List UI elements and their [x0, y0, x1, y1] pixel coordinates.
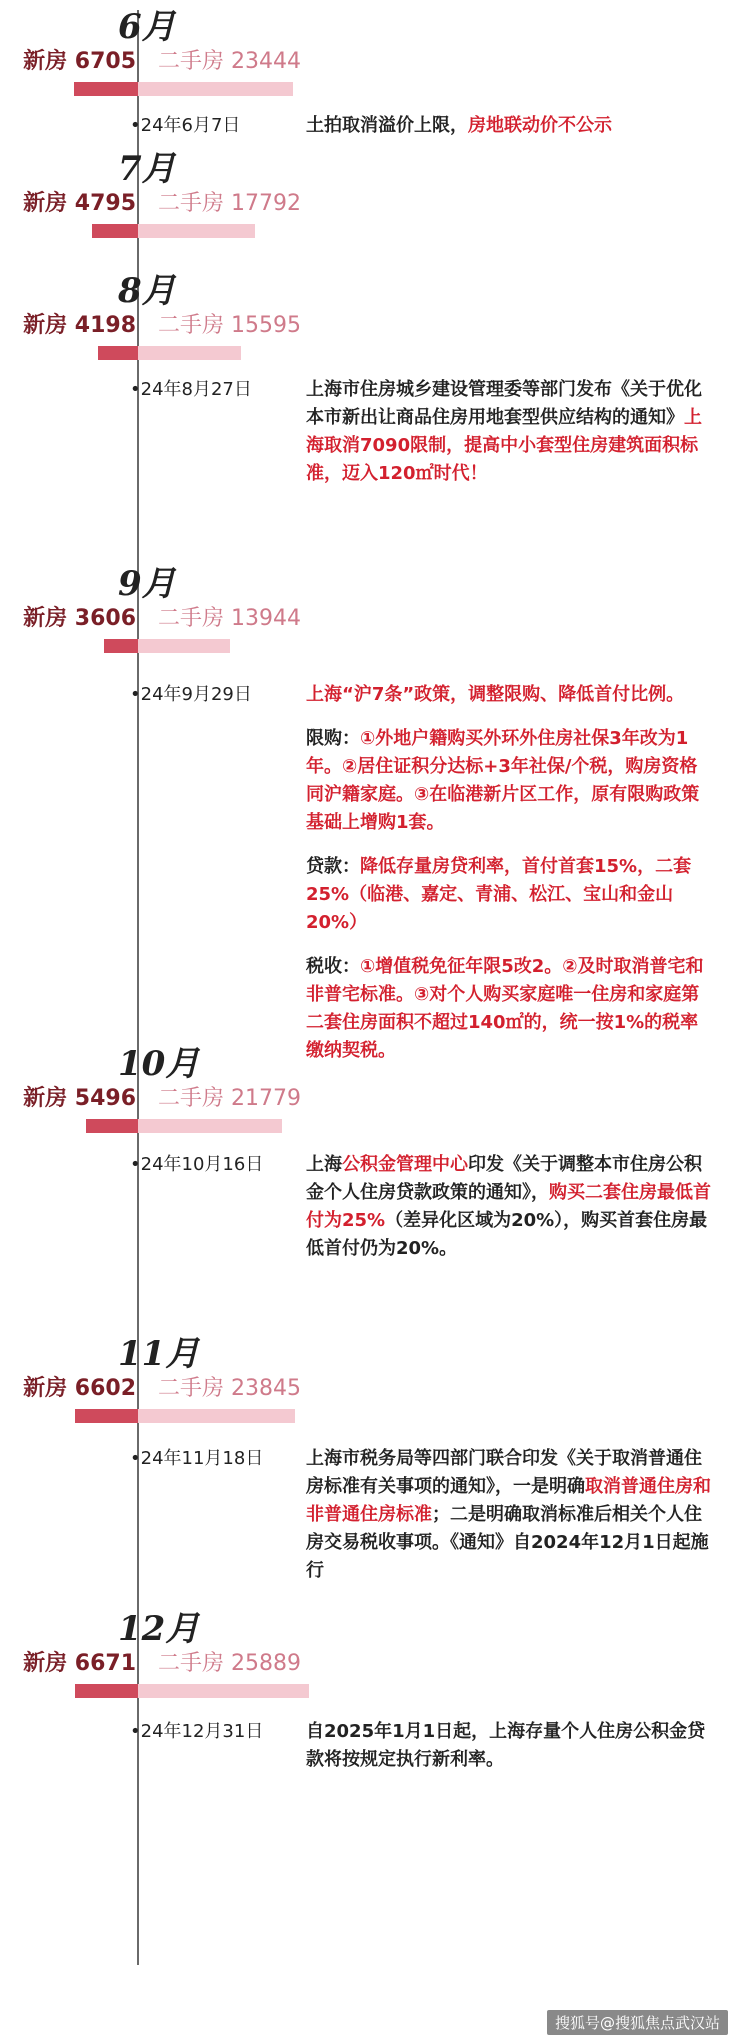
second-hand-label: 二手房 23845 — [158, 1376, 301, 1401]
month-heading: 9月 — [118, 564, 176, 604]
event-paragraph — [306, 1718, 714, 1774]
second-hand-label: 二手房 21779 — [158, 1086, 301, 1111]
body-text: 贷款： — [306, 856, 360, 877]
event-paragraph — [306, 1151, 714, 1263]
event-description — [306, 1151, 714, 1263]
event-description — [306, 376, 714, 488]
second-hand-bar — [138, 1684, 309, 1698]
event-paragraph — [306, 853, 714, 937]
event-description — [306, 1718, 714, 1774]
event-paragraph — [306, 112, 714, 140]
new-home-label: 新房 5496 — [23, 1086, 136, 1111]
body-text: 印发《关于调整本市住房公积金个人住房贷款政策的通知》， — [306, 1154, 702, 1203]
event-paragraph — [306, 725, 714, 837]
event-date: •24年10月16日 — [130, 1154, 264, 1175]
month-heading: 6月 — [118, 7, 176, 47]
new-home-bar — [92, 224, 138, 238]
new-home-bar — [104, 639, 138, 653]
highlight-text: 公积金管理中心 — [342, 1154, 468, 1175]
body-text: 自2025年1月1日起，上海存量个人住房公积金贷款将按规定执行新利率。 — [306, 1721, 706, 1770]
second-hand-bar — [138, 1119, 282, 1133]
event-paragraph — [306, 376, 714, 488]
new-home-label: 新房 4198 — [23, 313, 136, 338]
event-date: •24年8月27日 — [130, 379, 252, 400]
new-home-label: 新房 6602 — [23, 1376, 136, 1401]
event-date: •24年11月18日 — [130, 1448, 264, 1469]
month-heading: 11月 — [118, 1334, 200, 1374]
event-date: •24年6月7日 — [130, 115, 241, 136]
new-home-label: 新房 4795 — [23, 191, 136, 216]
new-home-bar — [75, 1684, 138, 1698]
event-description — [306, 1445, 714, 1585]
new-home-bar — [98, 346, 138, 360]
new-home-bar — [86, 1119, 138, 1133]
highlight-text: ①增值税免征年限5改2。②及时取消普宅和非普宅标准。③对个人购买家庭唯一住房和家庭第二套住房面积不超过140㎡的，统一按1%的税率缴纳契税。 — [306, 956, 704, 1061]
month-heading: 10月 — [118, 1044, 200, 1084]
body-text: 上海市住房城乡建设管理委等部门发布《关于优化本市新出让商品住房用地套型供应结构的通知》 — [306, 379, 702, 428]
new-home-label: 新房 6705 — [23, 49, 136, 74]
second-hand-label: 二手房 25889 — [158, 1651, 301, 1676]
second-hand-label: 二手房 23444 — [158, 49, 301, 74]
highlight-text: 购买二套住房最低首付为25% — [306, 1182, 711, 1231]
body-text: 土拍取消溢价上限， — [306, 115, 468, 136]
second-hand-bar — [138, 639, 230, 653]
event-date: •24年9月29日 — [130, 684, 252, 705]
month-heading: 8月 — [118, 271, 176, 311]
body-text: 上海 — [306, 1154, 342, 1175]
month-heading: 12月 — [118, 1609, 200, 1649]
highlight-text: 取消普通住房和非普通住房标准 — [306, 1476, 711, 1525]
body-text: （差异化区域为20%），购买首套住房最低首付仍为20%。 — [306, 1210, 708, 1259]
new-home-label: 新房 3606 — [23, 606, 136, 631]
month-heading: 7月 — [118, 149, 176, 189]
event-date: •24年12月31日 — [130, 1721, 264, 1742]
body-text: 税收： — [306, 956, 360, 977]
second-hand-label: 二手房 15595 — [158, 313, 301, 338]
body-text: 上海市税务局等四部门联合印发《关于取消普通住房标准有关事项的通知》，一是明确 — [306, 1448, 702, 1497]
new-home-label: 新房 6671 — [23, 1651, 136, 1676]
highlight-text: ①外地户籍购买外环外住房社保3年改为1年。②居住证积分达标+3年社保/个税，购房资格同沪籍家庭。③在临港新片区工作，原有限购政策基础上增购1套。 — [306, 728, 700, 833]
highlight-text: 降低存量房贷利率，首付首套15%，二套25%（临港、嘉定、青浦、松江、宝山和金山20%） — [306, 856, 692, 933]
event-paragraph — [306, 1445, 714, 1585]
new-home-bar — [75, 1409, 138, 1423]
event-paragraph — [306, 953, 714, 1065]
second-hand-label: 二手房 13944 — [158, 606, 301, 631]
second-hand-bar — [138, 224, 255, 238]
second-hand-bar — [138, 346, 241, 360]
highlight-text: 房地联动价不公示 — [468, 115, 612, 136]
event-description — [306, 112, 714, 140]
new-home-bar — [74, 82, 138, 96]
second-hand-label: 二手房 17792 — [158, 191, 301, 216]
body-text: 限购： — [306, 728, 360, 749]
watermark: 搜狐号@搜狐焦点武汉站 — [547, 2010, 728, 2035]
second-hand-bar — [138, 1409, 295, 1423]
event-description — [306, 681, 714, 1065]
highlight-text: 上海取消7090限制，提高中小套型住房建筑面积标准，迈入120㎡时代！ — [306, 407, 702, 484]
body-text: ；二是明确取消标准后相关个人住房交易税收事项。《通知》自2024年12月1日起施行 — [306, 1504, 709, 1581]
second-hand-bar — [138, 82, 293, 96]
event-paragraph — [306, 681, 714, 709]
highlight-text: 上海“沪7条”政策，调整限购、降低首付比例。 — [306, 684, 685, 705]
